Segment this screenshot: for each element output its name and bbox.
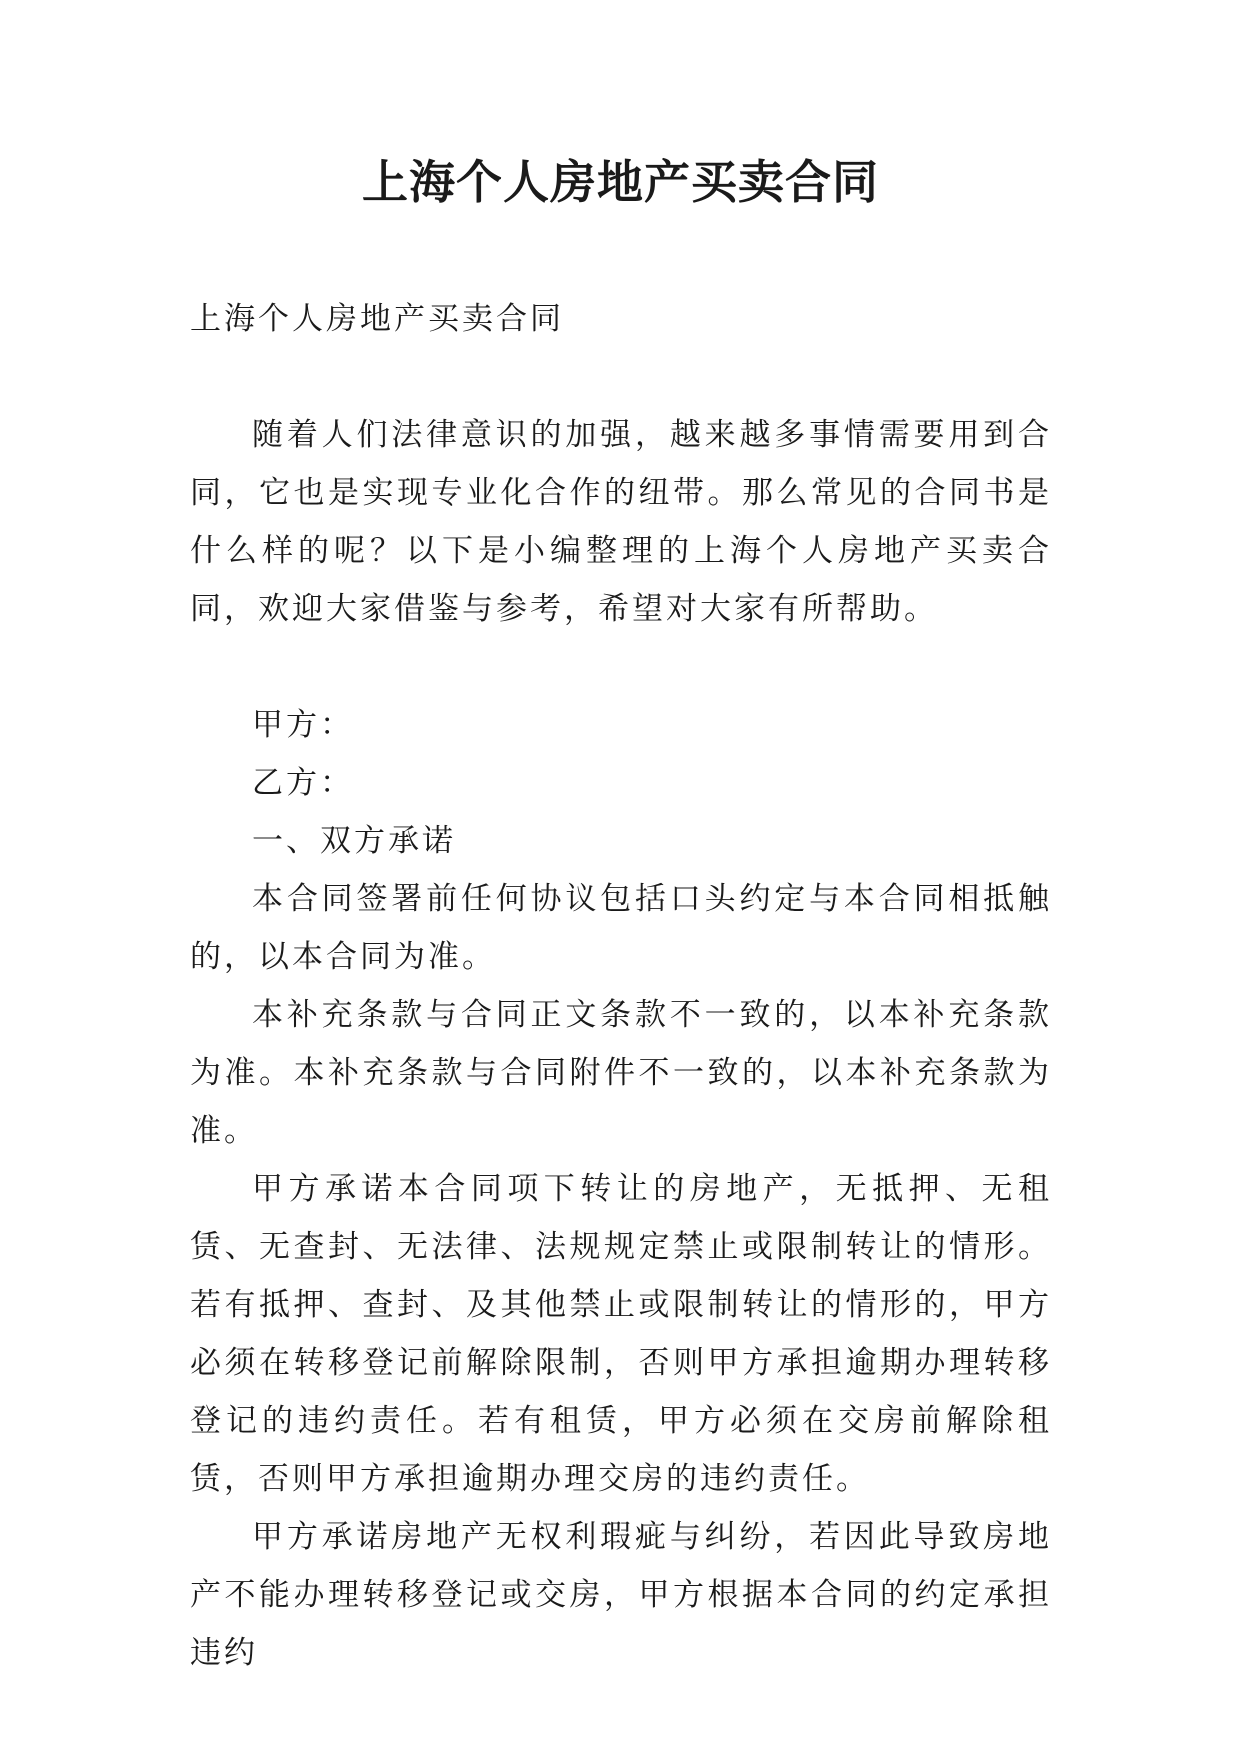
clause-paragraph: 本补充条款与合同正文条款不一致的，以本补充条款为准。本补充条款与合同附件不一致的，以本补充条款为准。 (190, 997, 1052, 1149)
document-body (190, 290, 1052, 1682)
document-title: 上海个人房地产买卖合同 (362, 155, 879, 209)
intro-paragraph: 随着人们法律意识的加强，越来越多事情需要用到合同，它也是实现专业化合作的纽带。那么常见的合同书是什么样的呢？以下是小编整理的上海个人房地产买卖合同，欢迎大家借鉴与参考，希望对大家有所帮助。 (190, 417, 1052, 627)
party-a-line: 甲方： (252, 707, 354, 743)
party-b-line: 乙方： (252, 765, 354, 801)
clause-paragraph: 本合同签署前任何协议包括口头约定与本合同相抵触的，以本合同为准。 (190, 881, 1052, 975)
section-heading: 一、双方承诺 (252, 823, 456, 859)
clause-paragraph: 甲方承诺房地产无权利瑕疵与纠纷，若因此导致房地产不能办理转移登记或交房，甲方根据本合同的约定承担违约 (190, 1519, 1052, 1671)
document-subtitle: 上海个人房地产买卖合同 (190, 301, 564, 337)
clause-paragraph: 甲方承诺本合同项下转让的房地产，无抵押、无租赁、无查封、无法律、法规规定禁止或限制转让的情形。若有抵押、查封、及其他禁止或限制转让的情形的，甲方必须在转移登记前解除限制，否则甲方承担逾期办理转移登记的违约责任。若有租赁，甲方必须在交房前解除租赁，否则甲方承担逾期办理交房的违约责任。 (190, 1171, 1052, 1497)
